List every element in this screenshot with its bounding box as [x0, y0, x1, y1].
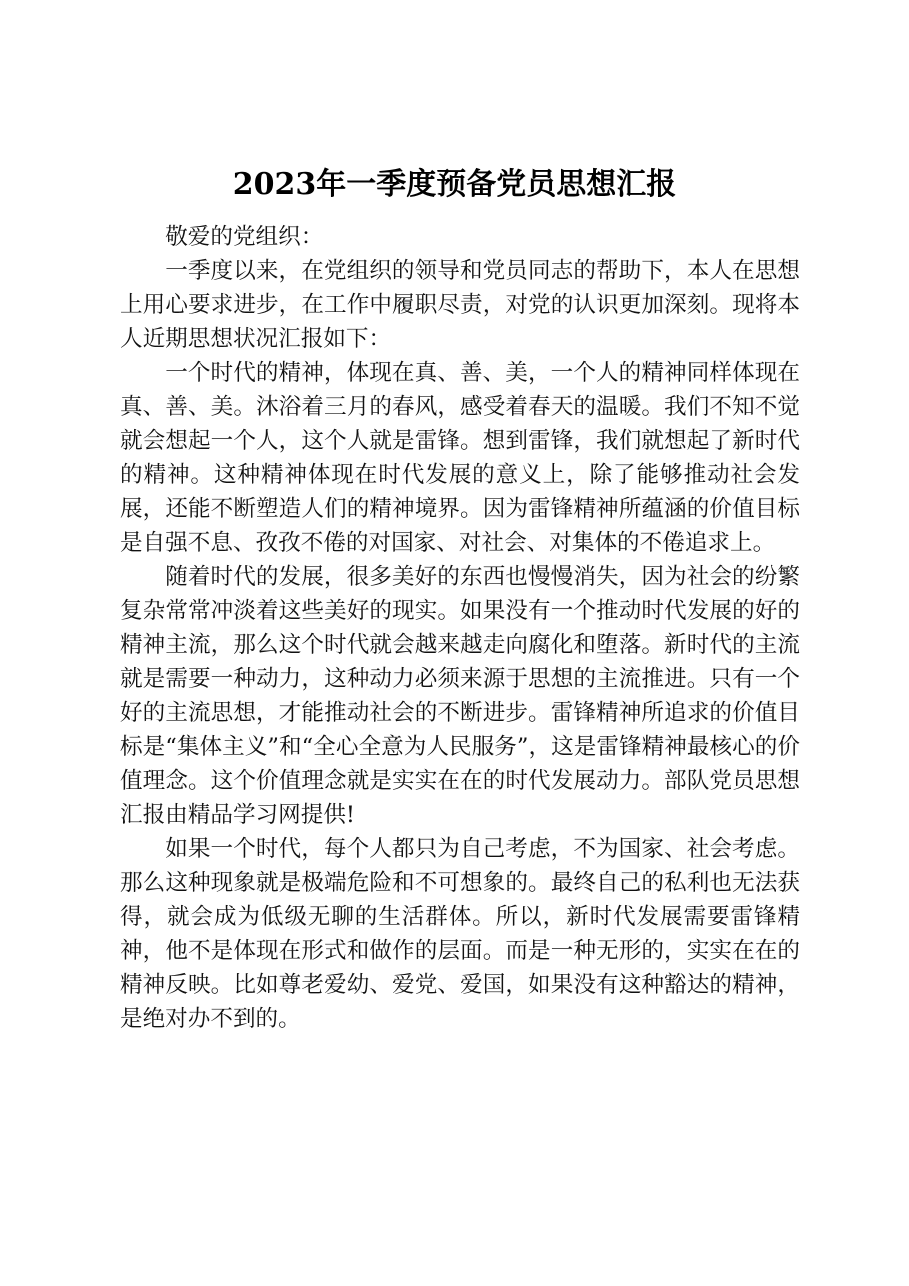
document-title: 2023年一季度预备党员思想汇报: [232, 167, 677, 202]
document-body: [120, 220, 800, 1036]
paragraph-era-development: 随着时代的发展，很多美好的东西也慢慢消失，因为社会的纷繁复杂常常冲淡着这些美好的现实。如果没有一个推动时代发展的好的精神主流，那么这个时代就会越来越走向腐化和堕落。新时代的主流就是需要一种动力，这种动力必须来源于思想的主流推进。只有一个好的主流思想，才能推动社会的不断进步。雷锋精神所追求的价值目标是“集体主义”和“全心全意为人民服务”，这是雷锋精神最核心的价值理念。这个价值理念就是实实在在的时代发展动力。部队党员思想汇报由精品学习网提供!: [120, 564, 800, 828]
salutation: 敬爱的党组织：: [165, 224, 324, 250]
paragraph-selfless: 如果一个时代，每个人都只为自己考虑，不为国家、社会考虑。那么这种现象就是极端危险和不可想象的。最终自己的私利也无法获得，就会成为低级无聊的生活群体。所以，新时代发展需要雷锋精神，他不是体现在形式和做作的层面。而是一种无形的，实实在在的精神反映。比如尊老爱幼、爱党、爱国，如果没有这种豁达的精神，是绝对办不到的。: [120, 836, 800, 1032]
paragraph-spirit: 一个时代的精神，体现在真、善、美，一个人的精神同样体现在真、善、美。沐浴着三月的春风，感受着春天的温暖。我们不知不觉就会想起一个人，这个人就是雷锋。想到雷锋，我们就想起了新时代的精神。这种精神体现在时代发展的意义上，除了能够推动社会发展，还能不断塑造人们的精神境界。因为雷锋精神所蕴涵的价值目标是自强不息、孜孜不倦的对国家、对社会、对集体的不倦追求上。: [120, 360, 800, 556]
paragraph-intro: 一季度以来，在党组织的领导和党员同志的帮助下，本人在思想上用心要求进步，在工作中履职尽责，对党的认识更加深刻。现将本人近期思想状况汇报如下：: [120, 258, 800, 352]
